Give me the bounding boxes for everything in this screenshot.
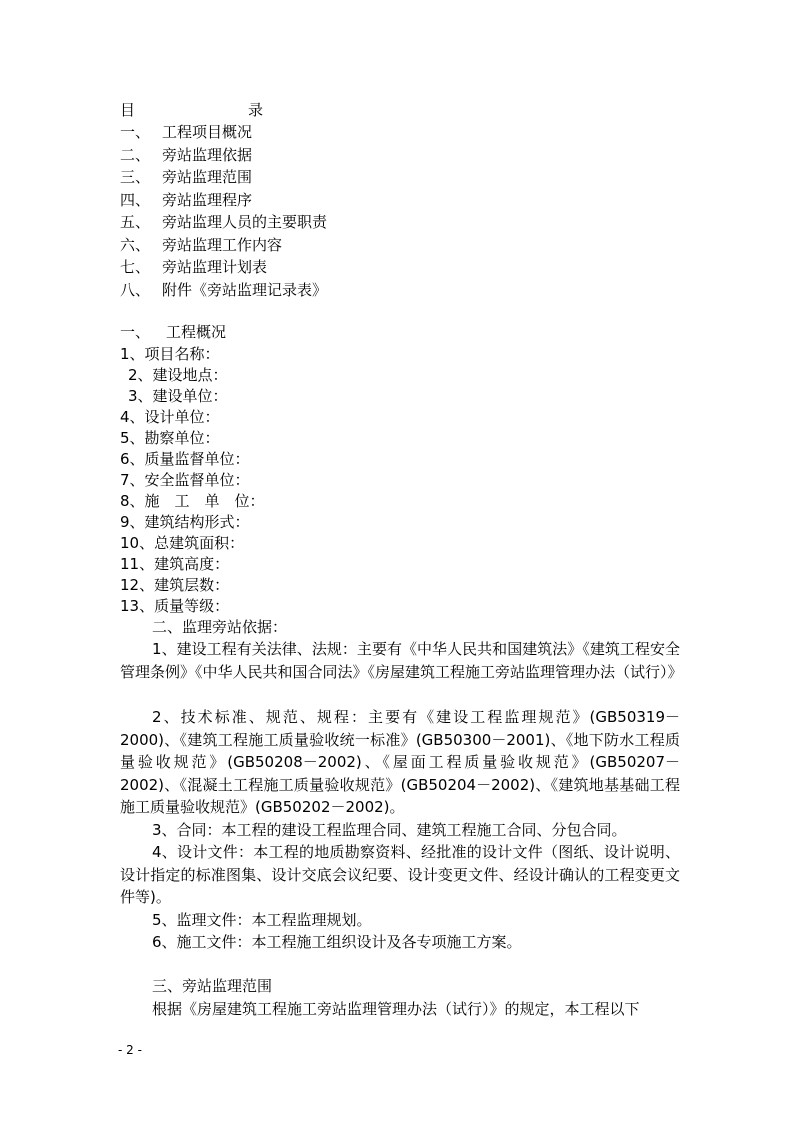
toc-item-text: 旁站监理工作内容 [162,236,283,254]
toc-item-text: 旁站监理依据 [162,146,253,164]
toc-item-text: 旁站监理范围 [162,168,253,186]
toc-item [120,167,252,187]
toc-item-text: 工程项目概况 [162,123,253,141]
toc-item-number: 二、 [120,146,151,164]
toc-item-number: 三、 [120,168,151,186]
section-1-heading-text: 工程概况 [166,323,227,341]
project-field: 3、建设单位： [128,387,228,405]
toc-item [120,145,252,165]
section-1-heading-number: 一、 [120,323,151,341]
project-field: 10、总建筑面积： [120,534,245,552]
project-field: 13、质量等级： [120,597,230,615]
project-field: 5、勘察单位： [120,429,220,447]
toc-item-text: 旁站监理计划表 [162,258,268,276]
toc-item-number: 六、 [120,236,151,254]
toc-item-number: 一、 [120,123,151,141]
toc-item-text: 旁站监理程序 [162,191,253,209]
section-2-paragraph-5: 5、监理文件：本工程监理规划。 [152,911,372,929]
toc-item [120,122,252,142]
section-1-heading [120,322,226,342]
toc-item-text: 旁站监理人员的主要职责 [162,213,328,231]
section-3-paragraph-1: 根据《房屋建筑工程施工旁站监理管理办法（试行）》的规定，本工程以下 [152,1000,640,1018]
toc-title-right: 录 [248,101,264,119]
toc-item-text: 附件《旁站监理记录表》 [162,281,328,299]
page-number: - 2 - [118,1043,142,1057]
section-2-paragraph-6: 6、施工文件：本工程施工组织设计及各专项施工方案。 [152,933,522,951]
toc-item [120,235,282,255]
toc-item [120,212,327,232]
section-2-paragraph-4: 4、设计文件：本工程的地质勘察资料、经批准的设计文件（图纸、设计说明、设计指定的标准图集、设计交底会议纪要、设计变更文件、经设计确认的工程变更文件等)。 [120,843,680,906]
toc-item [120,257,267,277]
toc-item-number: 八、 [120,281,151,299]
project-field: 7、安全监督单位： [120,471,250,489]
toc-item [120,280,327,300]
section-3-heading: 三、旁站监理范围 [152,977,273,995]
project-field: 12、建筑层数： [120,576,230,594]
project-field: 9、建筑结构形式： [120,513,250,531]
project-field: 2、建设地点： [128,366,228,384]
project-field: 11、建筑高度： [120,555,230,573]
toc-item-number: 四、 [120,191,151,209]
toc-title-left: 目 [120,101,136,119]
section-2-heading: 二、监理旁站依据： [152,618,288,636]
toc-item [120,190,252,210]
section-2-paragraph-2: 2、技术标准、规范、规程：主要有《建设工程监理规范》(GB50319－2000)、《建筑工程施工质量验收统一标准》(GB50300－2001)、《地下防水工程质量验收规范》(GB50208－2002)、《屋面工程质量验收规范》(GB50207－2002)、《混凝土工程施工质量验收规范》(GB50204－2002)、《建筑地基基础工程施工质量验收规范》(GB50202－2002)。 [120,708,680,816]
section-2-paragraph-1: 1、建设工程有关法律、法规：主要有《中华人民共和国建筑法》《建筑工程安全管理条例》《中华人民共和国合同法》《房屋建筑工程施工旁站监理管理办法（试行）》 [120,640,683,681]
project-field: 6、质量监督单位： [120,450,250,468]
section-2-paragraph-3: 3、合同：本工程的建设工程监理合同、建筑工程施工合同、分包合同。 [152,821,627,839]
toc-item-number: 七、 [120,258,151,276]
project-field: 4、设计单位： [120,408,220,426]
project-field: 1、项目名称： [120,345,220,363]
toc-item-number: 五、 [120,213,151,231]
project-field: 8、施 工 单 位： [120,492,265,510]
